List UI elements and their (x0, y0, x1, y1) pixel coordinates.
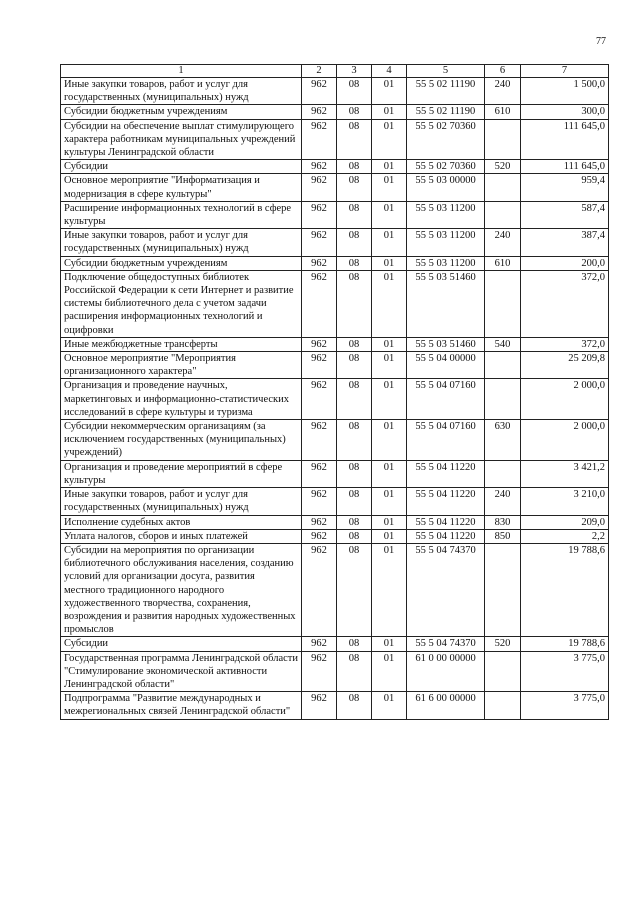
subsection-code: 01 (372, 78, 407, 105)
amount: 2 000,0 (521, 420, 609, 461)
row-name: Основное мероприятие "Информатизация и модернизация в сфере культуры" (61, 174, 302, 201)
section-code: 08 (337, 488, 372, 515)
expense-type-code: 540 (485, 337, 521, 351)
target-article-code: 55 5 02 11190 (407, 105, 485, 119)
expense-type-code (485, 692, 521, 719)
expense-type-code: 610 (485, 105, 521, 119)
expense-type-code (485, 651, 521, 692)
subsection-code: 01 (372, 488, 407, 515)
expense-type-code (485, 543, 521, 636)
subsection-code: 01 (372, 460, 407, 487)
budget-table (60, 64, 609, 720)
row-name: Субсидии бюджетным учреждениям (61, 105, 302, 119)
row-name: Субсидии бюджетным учреждениям (61, 256, 302, 270)
subsection-code: 01 (372, 105, 407, 119)
row-name: Организация и проведение научных, маркетинговых и информационно-статистических исследований в сфере культуры и туризма (61, 379, 302, 420)
expense-type-code: 850 (485, 529, 521, 543)
expense-type-code (485, 352, 521, 379)
target-article-code: 55 5 03 11200 (407, 256, 485, 270)
ministry-code: 962 (302, 105, 337, 119)
ministry-code: 962 (302, 337, 337, 351)
expense-type-code: 240 (485, 488, 521, 515)
target-article-code: 61 0 00 00000 (407, 651, 485, 692)
amount: 19 788,6 (521, 543, 609, 636)
column-header: 7 (521, 65, 609, 78)
expense-type-code: 520 (485, 637, 521, 651)
ministry-code: 962 (302, 488, 337, 515)
table-row (61, 352, 609, 379)
expense-type-code: 240 (485, 229, 521, 256)
expense-type-code (485, 119, 521, 160)
row-name: Уплата налогов, сборов и иных платежей (61, 529, 302, 543)
subsection-code: 01 (372, 379, 407, 420)
subsection-code: 01 (372, 256, 407, 270)
table-row (61, 119, 609, 160)
target-article-code: 55 5 04 11220 (407, 529, 485, 543)
target-article-code: 55 5 04 11220 (407, 515, 485, 529)
subsection-code: 01 (372, 352, 407, 379)
amount: 25 209,8 (521, 352, 609, 379)
amount: 2 000,0 (521, 379, 609, 420)
row-name: Иные закупки товаров, работ и услуг для государственных (муниципальных) нужд (61, 229, 302, 256)
row-name: Субсидии некоммерческим организациям (за исключением государственных (муниципальных) учреждений) (61, 420, 302, 461)
expense-type-code (485, 379, 521, 420)
target-article-code: 55 5 03 51460 (407, 337, 485, 351)
section-code: 08 (337, 460, 372, 487)
section-code: 08 (337, 160, 372, 174)
column-header: 3 (337, 65, 372, 78)
column-header: 5 (407, 65, 485, 78)
row-name: Государственная программа Ленинградской области "Стимулирование экономической активности Ленинградской области" (61, 651, 302, 692)
ministry-code: 962 (302, 692, 337, 719)
section-code: 08 (337, 379, 372, 420)
expense-type-code: 520 (485, 160, 521, 174)
ministry-code: 962 (302, 515, 337, 529)
table-row (61, 488, 609, 515)
ministry-code: 962 (302, 529, 337, 543)
expense-type-code (485, 201, 521, 228)
ministry-code: 962 (302, 651, 337, 692)
subsection-code: 01 (372, 515, 407, 529)
column-header: 1 (61, 65, 302, 78)
amount: 19 788,6 (521, 637, 609, 651)
table-row (61, 651, 609, 692)
ministry-code: 962 (302, 460, 337, 487)
section-code: 08 (337, 105, 372, 119)
table-row (61, 460, 609, 487)
ministry-code: 962 (302, 229, 337, 256)
target-article-code: 55 5 02 70360 (407, 160, 485, 174)
target-article-code: 55 5 04 74370 (407, 637, 485, 651)
subsection-code: 01 (372, 420, 407, 461)
amount: 959,4 (521, 174, 609, 201)
expense-type-code: 240 (485, 78, 521, 105)
ministry-code: 962 (302, 119, 337, 160)
ministry-code: 962 (302, 160, 337, 174)
section-code: 08 (337, 201, 372, 228)
page-number: 77 (596, 36, 606, 47)
target-article-code: 55 5 04 00000 (407, 352, 485, 379)
table-row (61, 174, 609, 201)
table-row (61, 515, 609, 529)
row-name: Основное мероприятие "Мероприятия организационного характера" (61, 352, 302, 379)
subsection-code: 01 (372, 270, 407, 337)
table-row (61, 201, 609, 228)
row-name: Подключение общедоступных библиотек Российской Федерации к сети Интернет и развитие системы библиотечного дела с учетом задачи расширения информационных технологий и оцифровки (61, 270, 302, 337)
subsection-code: 01 (372, 337, 407, 351)
amount: 587,4 (521, 201, 609, 228)
target-article-code: 55 5 04 11220 (407, 460, 485, 487)
row-name: Подпрограмма "Развитие международных и межрегиональных связей Ленинградской области" (61, 692, 302, 719)
ministry-code: 962 (302, 637, 337, 651)
target-article-code: 55 5 04 74370 (407, 543, 485, 636)
section-code: 08 (337, 78, 372, 105)
section-code: 08 (337, 515, 372, 529)
amount: 111 645,0 (521, 160, 609, 174)
row-name: Субсидии (61, 160, 302, 174)
row-name: Организация и проведение мероприятий в сфере культуры (61, 460, 302, 487)
subsection-code: 01 (372, 119, 407, 160)
table-row (61, 543, 609, 636)
target-article-code: 61 6 00 00000 (407, 692, 485, 719)
ministry-code: 962 (302, 379, 337, 420)
subsection-code: 01 (372, 543, 407, 636)
target-article-code: 55 5 03 11200 (407, 201, 485, 228)
target-article-code: 55 5 04 07160 (407, 379, 485, 420)
table-header-row (61, 65, 609, 78)
table-row (61, 105, 609, 119)
row-name: Иные межбюджетные трансферты (61, 337, 302, 351)
table-row (61, 420, 609, 461)
ministry-code: 962 (302, 201, 337, 228)
amount: 1 500,0 (521, 78, 609, 105)
ministry-code: 962 (302, 256, 337, 270)
section-code: 08 (337, 174, 372, 201)
column-header: 4 (372, 65, 407, 78)
section-code: 08 (337, 270, 372, 337)
target-article-code: 55 5 04 11220 (407, 488, 485, 515)
expense-type-code: 630 (485, 420, 521, 461)
subsection-code: 01 (372, 637, 407, 651)
expense-type-code: 610 (485, 256, 521, 270)
amount: 3 775,0 (521, 651, 609, 692)
subsection-code: 01 (372, 174, 407, 201)
table-row (61, 78, 609, 105)
target-article-code: 55 5 03 51460 (407, 270, 485, 337)
target-article-code: 55 5 03 11200 (407, 229, 485, 256)
section-code: 08 (337, 543, 372, 636)
subsection-code: 01 (372, 529, 407, 543)
section-code: 08 (337, 119, 372, 160)
amount: 300,0 (521, 105, 609, 119)
amount: 111 645,0 (521, 119, 609, 160)
table-row (61, 637, 609, 651)
amount: 372,0 (521, 270, 609, 337)
target-article-code: 55 5 02 70360 (407, 119, 485, 160)
table-row (61, 270, 609, 337)
section-code: 08 (337, 256, 372, 270)
row-name: Иные закупки товаров, работ и услуг для государственных (муниципальных) нужд (61, 488, 302, 515)
subsection-code: 01 (372, 201, 407, 228)
section-code: 08 (337, 529, 372, 543)
expense-type-code (485, 460, 521, 487)
section-code: 08 (337, 692, 372, 719)
amount: 3 210,0 (521, 488, 609, 515)
amount: 387,4 (521, 229, 609, 256)
table-row (61, 379, 609, 420)
expense-type-code (485, 270, 521, 337)
section-code: 08 (337, 420, 372, 461)
row-name: Исполнение судебных актов (61, 515, 302, 529)
table-row (61, 529, 609, 543)
table-row (61, 337, 609, 351)
row-name: Субсидии на обеспечение выплат стимулирующего характера работникам муниципальных учреждений культуры Ленинградской области (61, 119, 302, 160)
amount: 3 421,2 (521, 460, 609, 487)
table-row (61, 160, 609, 174)
row-name: Субсидии (61, 637, 302, 651)
subsection-code: 01 (372, 651, 407, 692)
column-header: 6 (485, 65, 521, 78)
row-name: Субсидии на мероприятия по организации библиотечного обслуживания населения, созданию условий для организации досуга, развития местного традиционного народного художественного творчества, сохранения, возрождения и развития народных художественных промыслов (61, 543, 302, 636)
expense-type-code (485, 174, 521, 201)
section-code: 08 (337, 637, 372, 651)
column-header: 2 (302, 65, 337, 78)
section-code: 08 (337, 229, 372, 256)
ministry-code: 962 (302, 174, 337, 201)
section-code: 08 (337, 337, 372, 351)
section-code: 08 (337, 352, 372, 379)
section-code: 08 (337, 651, 372, 692)
ministry-code: 962 (302, 543, 337, 636)
row-name: Иные закупки товаров, работ и услуг для государственных (муниципальных) нужд (61, 78, 302, 105)
table-row (61, 229, 609, 256)
amount: 2,2 (521, 529, 609, 543)
ministry-code: 962 (302, 420, 337, 461)
expense-type-code: 830 (485, 515, 521, 529)
amount: 3 775,0 (521, 692, 609, 719)
amount: 200,0 (521, 256, 609, 270)
ministry-code: 962 (302, 270, 337, 337)
subsection-code: 01 (372, 229, 407, 256)
subsection-code: 01 (372, 160, 407, 174)
target-article-code: 55 5 04 07160 (407, 420, 485, 461)
row-name: Расширение информационных технологий в сфере культуры (61, 201, 302, 228)
ministry-code: 962 (302, 78, 337, 105)
target-article-code: 55 5 02 11190 (407, 78, 485, 105)
target-article-code: 55 5 03 00000 (407, 174, 485, 201)
amount: 372,0 (521, 337, 609, 351)
table-row (61, 256, 609, 270)
amount: 209,0 (521, 515, 609, 529)
table-row (61, 692, 609, 719)
subsection-code: 01 (372, 692, 407, 719)
ministry-code: 962 (302, 352, 337, 379)
